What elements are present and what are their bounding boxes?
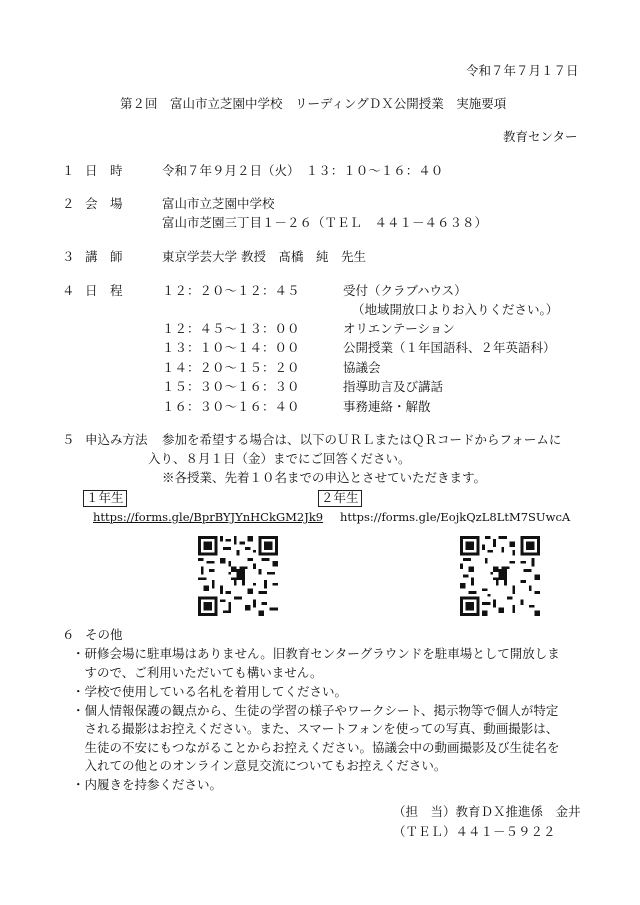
lecturer-value: 東京学芸大学 教授 髙橋 純 先生 xyxy=(162,249,366,264)
note-bullet: ・研修会場に駐車場はありません。旧教育センターグラウンドを駐車場として開放しま xyxy=(72,646,560,661)
schedule-event: 指導助言及び講話 xyxy=(343,379,444,394)
application-text: 入り、８月１日（金）までにご回答ください。 xyxy=(148,451,411,466)
schedule-time: １３：１０～１４：００ xyxy=(162,340,300,355)
qr-code-icon xyxy=(198,536,278,616)
qr-code-grade1[interactable] xyxy=(198,536,278,616)
document-date: 令和７年７月１７日 xyxy=(466,63,579,78)
item-number: ２ xyxy=(62,196,75,211)
schedule-time: １５：３０～１６：３０ xyxy=(162,379,300,394)
item-label-application: 申込み方法 xyxy=(85,432,148,447)
note-bullet: ・内履きを持参ください。 xyxy=(72,777,223,792)
item-label-lecturer: 講 師 xyxy=(85,249,123,264)
schedule-event: 事務連絡・解散 xyxy=(343,399,431,414)
grade1-label: １年生 xyxy=(83,490,127,507)
item-label-datetime: 日 時 xyxy=(85,163,123,178)
schedule-time: １６：３０～１６：４０ xyxy=(162,399,300,414)
contact-person: （担 当）教育ＤＸ推進係 金井 xyxy=(393,804,581,819)
schedule-time: １４：２０～１５：２０ xyxy=(162,360,300,375)
item-number: ３ xyxy=(62,249,75,264)
item-label-venue: 会 場 xyxy=(85,196,123,211)
schedule-time: １２：２０～１２：４５ xyxy=(162,283,300,298)
document-title: 第２回 富山市立芝園中学校 リーディングＤＸ公開授業 実施要項 xyxy=(120,96,507,111)
datetime-value: 令和７年９月２日（火） １３：１０～１６：４０ xyxy=(162,163,444,178)
grade2-form-link[interactable]: https://forms.gle/EojkQzL8LtM7SUwcA xyxy=(340,510,571,524)
contact-phone: （ＴＥＬ）４４１－５９２２ xyxy=(393,824,556,839)
item-label-schedule: 日 程 xyxy=(85,283,123,298)
item-number: ５ xyxy=(62,432,75,447)
grade1-form-link[interactable]: https://forms.gle/BprBYJYnHCkGM2Jk9 xyxy=(93,510,324,524)
schedule-event: 協議会 xyxy=(343,360,381,375)
qr-code-icon xyxy=(460,536,540,616)
schedule-time: １２：４５～１３：００ xyxy=(162,321,300,336)
schedule-event: 公開授業（１年国語科、２年英語科） xyxy=(343,340,556,355)
application-text: 参加を希望する場合は、以下のＵＲＬまたはＱＲコードからフォームに xyxy=(162,432,562,447)
venue-name: 富山市立芝園中学校 xyxy=(162,196,275,211)
item-label-other: その他 xyxy=(85,627,123,642)
note-bullet-continued: される撮影はお控えください。また、スマートフォンを使っての写真、動画撮影は、 xyxy=(72,721,559,736)
note-bullet: ・学校で使用している名札を着用してください。 xyxy=(72,684,348,699)
item-number: ６ xyxy=(62,627,75,642)
application-note: ※各授業、先着１０名までの申込とさせていただきます。 xyxy=(162,470,487,485)
schedule-event: オリエンテーション xyxy=(343,321,455,336)
issuer: 教育センター xyxy=(503,129,578,144)
note-bullet-continued: 入れての他とのオンライン意見交流についてもお控えください。 xyxy=(72,758,447,773)
item-number: １ xyxy=(62,163,75,178)
note-bullet: ・個人情報保護の観点から、生徒の学習の様子やワークシート、掲示物等で個人が特定 xyxy=(72,703,559,718)
grade2-label: ２年生 xyxy=(318,490,362,507)
schedule-event-note: （地域開放口よりお入りください。） xyxy=(352,302,559,317)
qr-code-grade2[interactable] xyxy=(460,536,540,616)
item-number: ４ xyxy=(62,283,75,298)
venue-address: 富山市芝園三丁目１－２６（ＴＥＬ ４４１－４６３８） xyxy=(162,215,488,230)
note-bullet-continued: すので、ご利用いただいても構いません。 xyxy=(72,665,323,680)
schedule-event: 受付（クラブハウス） xyxy=(343,283,467,298)
note-bullet-continued: 生徒の不安にもつながることからお控えください。協議会中の動画撮影及び生徒名を xyxy=(72,740,560,755)
